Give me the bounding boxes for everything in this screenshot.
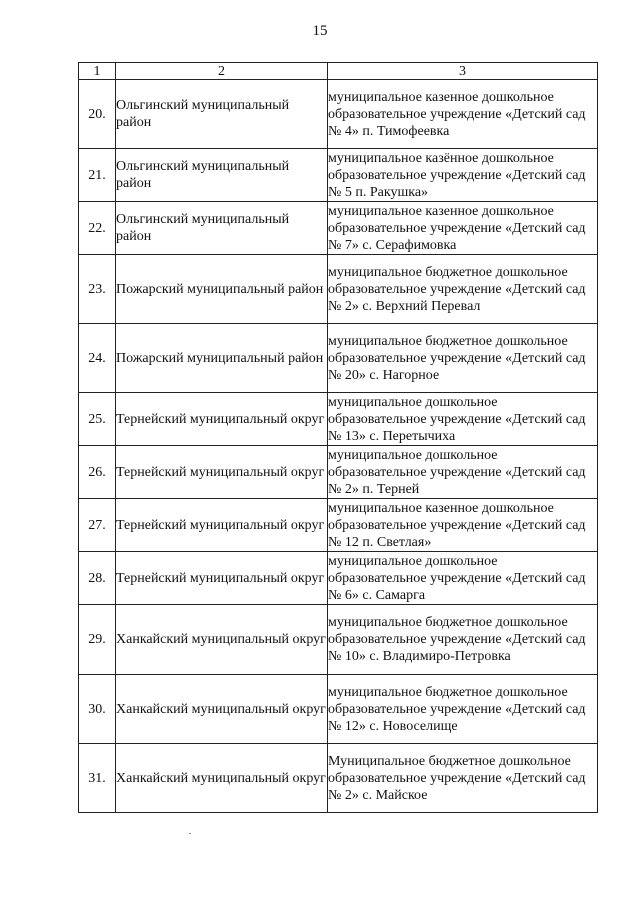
region-cell: Пожарский муниципальный район xyxy=(116,255,328,324)
row-number: 24. xyxy=(79,324,116,393)
institution-cell: муниципальное казённое дошкольное образовательное учреждение «Детский сад № 5 п. Ракушка» xyxy=(328,149,598,202)
scan-speck xyxy=(189,833,191,834)
table-row xyxy=(79,446,598,499)
table-row xyxy=(79,80,598,149)
row-number: 29. xyxy=(79,605,116,675)
row-number: 21. xyxy=(79,149,116,202)
region-cell: Ольгинский муниципальный район xyxy=(116,80,328,149)
institution-cell: муниципальное казенное дошкольное образовательное учреждение «Детский сад № 7» с. Серафимовка xyxy=(328,202,598,255)
column-header-number: 1 xyxy=(79,63,116,80)
region-cell: Ханкайский муниципальный округ xyxy=(116,605,328,675)
institution-cell: муниципальное бюджетное дошкольное образовательное учреждение «Детский сад № 12» с. Новоселище xyxy=(328,675,598,744)
table-header-row xyxy=(79,63,598,80)
region-cell: Ольгинский муниципальный район xyxy=(116,149,328,202)
institutions-table xyxy=(78,62,598,813)
table-row xyxy=(79,605,598,675)
table-row xyxy=(79,324,598,393)
region-cell: Тернейский муниципальный округ xyxy=(116,499,328,552)
institution-cell: муниципальное бюджетное дошкольное образовательное учреждение «Детский сад № 2» с. Верхний Перевал xyxy=(328,255,598,324)
table-row xyxy=(79,202,598,255)
institution-cell: муниципальное казенное дошкольное образовательное учреждение «Детский сад № 12 п. Светлая» xyxy=(328,499,598,552)
region-cell: Ханкайский муниципальный округ xyxy=(116,744,328,813)
row-number: 20. xyxy=(79,80,116,149)
row-number: 31. xyxy=(79,744,116,813)
page-number: 15 xyxy=(312,23,328,39)
column-header-institution: 3 xyxy=(328,63,598,80)
row-number: 28. xyxy=(79,552,116,605)
column-header-region: 2 xyxy=(116,63,328,80)
region-cell: Тернейский муниципальный округ xyxy=(116,552,328,605)
region-cell: Пожарский муниципальный район xyxy=(116,324,328,393)
table-row xyxy=(79,149,598,202)
institution-cell: муниципальное дошкольное образовательное учреждение «Детский сад № 13» с. Перетычиха xyxy=(328,393,598,446)
institution-cell: муниципальное казенное дошкольное образовательное учреждение «Детский сад № 4» п. Тимофеевка xyxy=(328,80,598,149)
institution-cell: муниципальное бюджетное дошкольное образовательное учреждение «Детский сад № 20» с. Нагорное xyxy=(328,324,598,393)
institution-cell: муниципальное бюджетное дошкольное образовательное учреждение «Детский сад № 10» с. Владимиро-Петровка xyxy=(328,605,598,675)
row-number: 26. xyxy=(79,446,116,499)
table-row xyxy=(79,255,598,324)
table-row xyxy=(79,499,598,552)
region-cell: Ханкайский муниципальный округ xyxy=(116,675,328,744)
region-cell: Ольгинский муниципальный район xyxy=(116,202,328,255)
row-number: 22. xyxy=(79,202,116,255)
institution-cell: муниципальное дошкольное образовательное учреждение «Детский сад № 6» с. Самарга xyxy=(328,552,598,605)
row-number: 27. xyxy=(79,499,116,552)
row-number: 30. xyxy=(79,675,116,744)
institution-cell: Муниципальное бюджетное дошкольное образовательное учреждение «Детский сад № 2» с. Майское xyxy=(328,744,598,813)
table-row xyxy=(79,552,598,605)
row-number: 25. xyxy=(79,393,116,446)
table-row xyxy=(79,744,598,813)
region-cell: Тернейский муниципальный округ xyxy=(116,393,328,446)
row-number: 23. xyxy=(79,255,116,324)
table-row xyxy=(79,393,598,446)
region-cell: Тернейский муниципальный округ xyxy=(116,446,328,499)
table-row xyxy=(79,675,598,744)
institution-cell: муниципальное дошкольное образовательное учреждение «Детский сад № 2» п. Терней xyxy=(328,446,598,499)
